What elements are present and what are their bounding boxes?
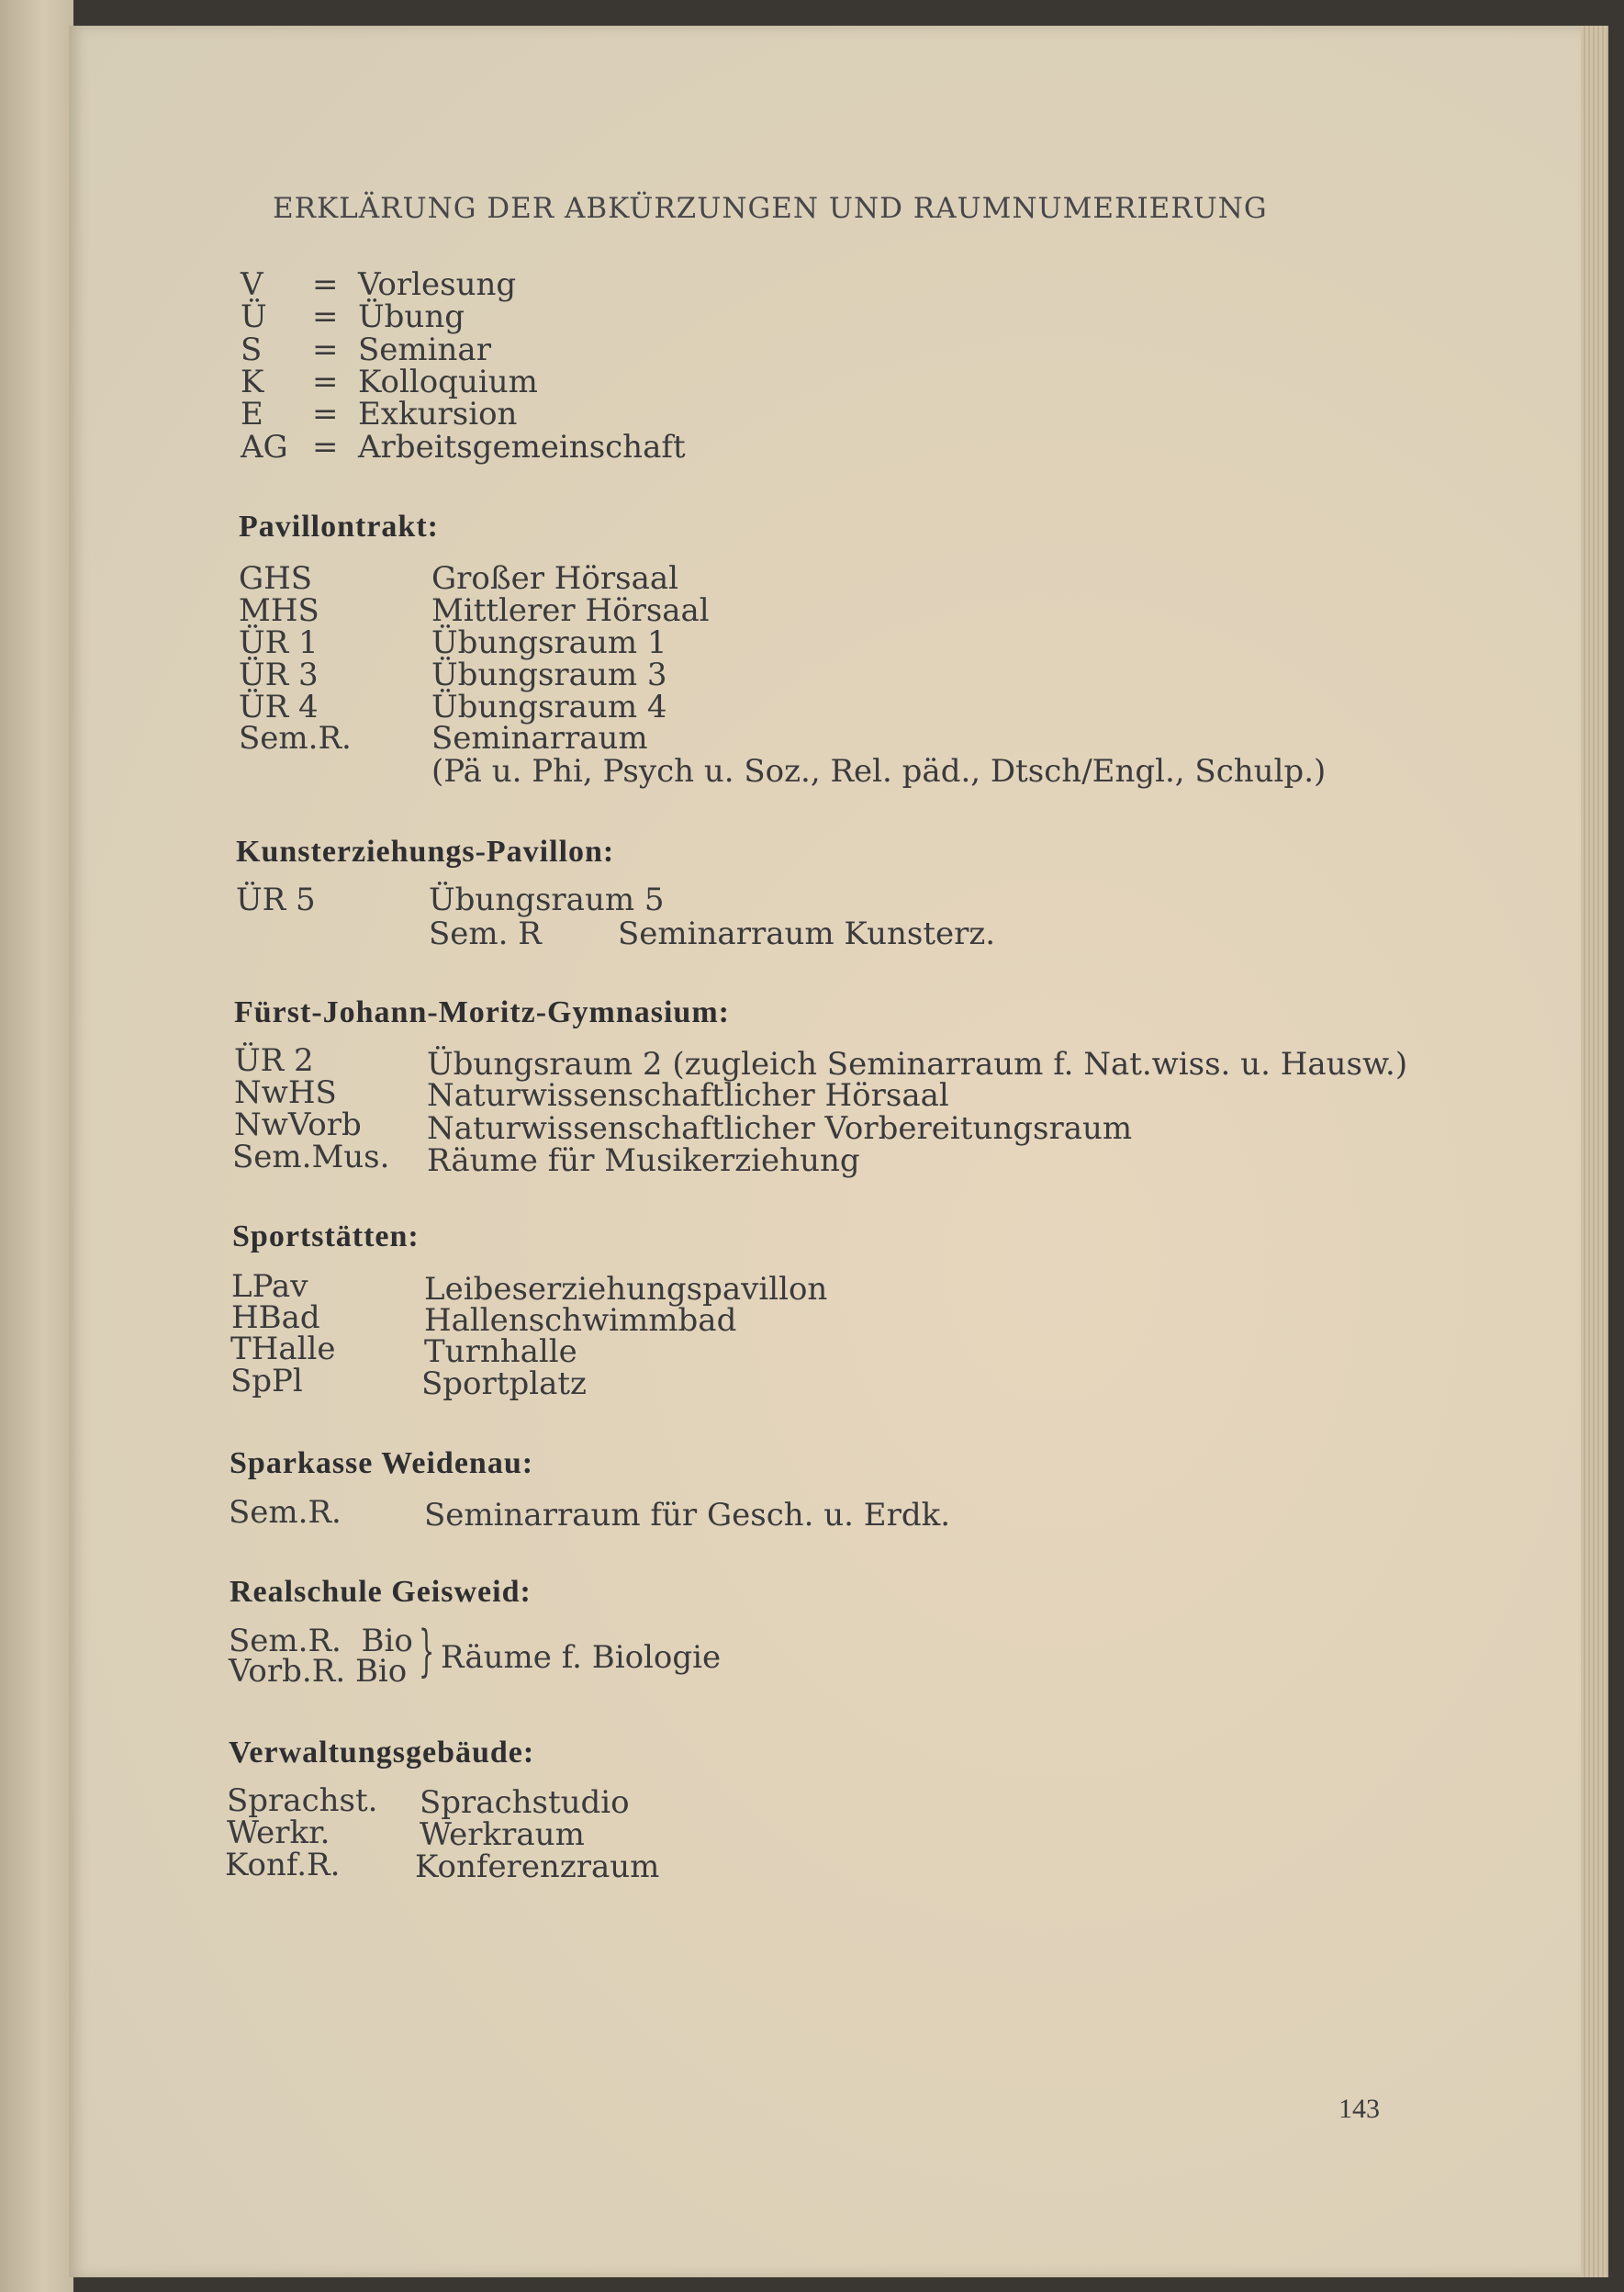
abbr-meaning: Seminar (358, 331, 491, 368)
room-code: ÜR 1 (239, 624, 319, 661)
room-code: ÜR 3 (239, 657, 319, 693)
abbr-eq: = (312, 429, 339, 466)
room-code: HBad (231, 1299, 320, 1336)
abbr-code: AG (241, 429, 288, 466)
abbr-meaning: Übung (358, 298, 465, 335)
room-name: Übungsraum 2 (zugleich Seminarraum f. Nat.wiss. u. Hausw.) (427, 1046, 1408, 1083)
abbr-code: K (241, 364, 264, 400)
room-code: Sem.R. Bio (229, 1623, 413, 1659)
room-name: Sportplatz (421, 1365, 587, 1402)
room-name: Übungsraum 4 (431, 689, 667, 725)
left-page-edge (0, 0, 73, 2292)
abbr-code: S (241, 331, 263, 368)
room-name: Großer Hörsaal (431, 560, 679, 597)
room-name: Räume für Musikerziehung (427, 1142, 860, 1179)
abbr-eq: = (312, 364, 339, 400)
room-code: Sprachst. (227, 1782, 378, 1819)
room-name: Turnhalle (424, 1333, 577, 1370)
room-code: Sem.R. (229, 1494, 342, 1531)
room-note: (Pä u. Phi, Psych u. Soz., Rel. päd., Dtsch/Engl., Schulp.) (431, 753, 1327, 790)
section-heading: Pavillontrakt: (239, 510, 439, 544)
abbr-meaning: Arbeitsgemeinschaft (358, 429, 686, 466)
abbr-meaning: Exkursion (358, 396, 518, 433)
section-heading: Fürst-Johann-Moritz-Gymnasium: (234, 995, 730, 1029)
abbr-code: V (241, 266, 263, 303)
room-name: Konferenzraum (415, 1848, 660, 1885)
room-code: Konf.R. (225, 1847, 341, 1883)
room-code: NwVorb (234, 1107, 362, 1143)
page-title: ERKLÄRUNG DER ABKÜRZUNGEN UND RAUMNUMERIERUNG (273, 192, 1268, 225)
room-name: Seminarraum (431, 720, 648, 757)
section-heading: Sparkasse Weidenau: (230, 1446, 534, 1480)
room-code: ÜR 5 (236, 882, 316, 918)
section-heading: Verwaltungsgebäude: (229, 1736, 535, 1770)
room-code: LPav (231, 1268, 308, 1305)
section-heading: Kunsterziehungs-Pavillon: (236, 835, 615, 869)
abbr-eq: = (312, 331, 339, 368)
room-code: Sem. R (429, 916, 542, 952)
abbr-code: E (241, 396, 263, 433)
abbr-eq: = (312, 266, 339, 303)
section-heading: Sportstätten: (232, 1219, 420, 1253)
room-code: GHS (239, 560, 313, 597)
room-code: ÜR 4 (239, 689, 319, 725)
room-name: Sprachstudio (420, 1784, 630, 1821)
abbr-code: Ü (241, 298, 267, 335)
room-code: SpPl (230, 1363, 303, 1399)
page-number: 143 (1338, 2094, 1380, 2124)
room-name: Seminarraum für Gesch. u. Erdk. (424, 1497, 951, 1534)
abbr-meaning: Kolloquium (358, 364, 538, 400)
room-name: Naturwissenschaftlicher Vorbereitungsraum (427, 1110, 1133, 1147)
page-stack-edge (1581, 26, 1608, 2277)
room-code: Sem.Mus. (232, 1139, 390, 1175)
room-code: Werkr. (227, 1814, 330, 1851)
room-name: Übungsraum 5 (429, 882, 665, 918)
room-name: Mittlerer Hörsaal (431, 592, 710, 629)
room-name: Werkraum (420, 1816, 585, 1853)
abbr-meaning: Vorlesung (358, 266, 517, 303)
room-name: Räume f. Biologie (441, 1639, 722, 1676)
room-name: Übungsraum 3 (431, 657, 667, 693)
abbr-eq: = (312, 298, 339, 335)
room-code: NwHS (234, 1074, 337, 1111)
abbr-eq: = (312, 396, 339, 433)
room-code: THalle (230, 1331, 336, 1367)
room-code: MHS (239, 592, 319, 629)
section-heading: Realschule Geisweid: (230, 1575, 532, 1609)
room-name: Übungsraum 1 (431, 624, 667, 661)
room-name: Seminarraum Kunsterz. (618, 916, 996, 952)
room-name: Leibeserziehungspavillon (424, 1271, 828, 1308)
room-code: ÜR 2 (234, 1042, 314, 1079)
room-code: Vorb.R. Bio (229, 1653, 408, 1690)
room-name: Hallenschwimmbad (424, 1302, 737, 1339)
room-code: Sem.R. (239, 720, 352, 757)
room-name: Naturwissenschaftlicher Hörsaal (427, 1077, 949, 1114)
grouping-brace: } (419, 1619, 435, 1683)
